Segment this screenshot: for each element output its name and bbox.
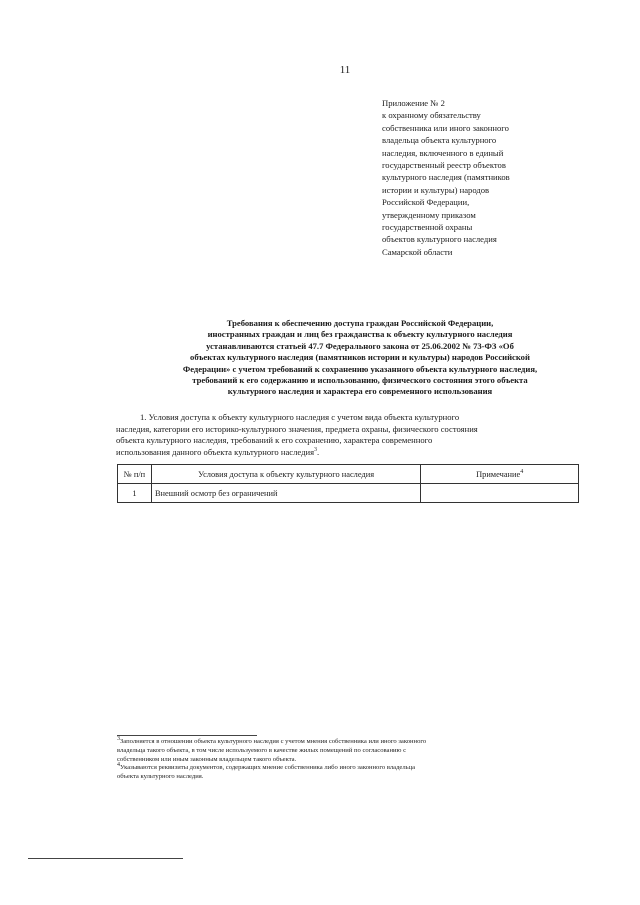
paragraph-line: наследия, категории его историко-культурного значения, предмета охраны, физического состояния bbox=[116, 423, 478, 434]
access-conditions-table bbox=[117, 464, 579, 503]
page-number: 11 bbox=[339, 64, 351, 76]
title-line: устанавливаются статьей 47.7 Федерального закона от 25.06.2002 № 73-ФЗ «Об bbox=[206, 340, 514, 351]
appendix-line: Самарской области bbox=[382, 246, 453, 257]
table-header-row bbox=[118, 465, 579, 484]
cell-conditions: Внешний осмотр без ограничений bbox=[151, 484, 420, 503]
title-line: требований к его содержанию и использованию, физического состояния этого объекта bbox=[192, 375, 528, 386]
paragraph-line: объекта культурного наследия, требований к его сохранению, характера современного bbox=[116, 435, 433, 446]
footnote-text: Указываются реквизиты документов, содержащих мнение собственника либо иного законного владельца bbox=[120, 764, 416, 772]
footnote-line bbox=[117, 735, 549, 747]
header-note-text: Примечание bbox=[476, 469, 521, 479]
appendix-line: собственника или иного законного bbox=[382, 122, 509, 133]
header-note bbox=[421, 465, 579, 484]
paragraph-line: использования данного объекта культурного наследия$^3$. bbox=[116, 446, 320, 457]
footnote-text: Заполняется в отношении объекта культурного наследия с учетом мнения собственника или иного законного bbox=[120, 738, 427, 745]
appendix-line: наследия, включенного в единый bbox=[382, 147, 504, 158]
appendix-line: к охранному обязательству bbox=[382, 110, 481, 121]
footnote-mark: 4 bbox=[117, 762, 120, 769]
access-conditions-paragraph bbox=[116, 412, 579, 458]
appendix-line: истории и культуры) народов bbox=[382, 184, 490, 195]
appendix-line: объектов культурного наследия bbox=[382, 234, 497, 245]
title-line: иностранных граждан и лиц без гражданства к объекту культурного наследия bbox=[207, 329, 513, 340]
footnote-separator bbox=[117, 735, 257, 736]
title-line: Федерации» с учетом требований к сохранению указанного объекта культурного наследия, bbox=[182, 363, 538, 374]
appendix-line: государственный реестр объектов bbox=[382, 160, 506, 171]
title-line: Требования к обеспечению доступа граждан Российской Федерации, bbox=[226, 318, 494, 328]
title-line: объектах культурного наследия (памятников истории и культуры) народов Российской bbox=[190, 352, 530, 363]
appendix-line: владельца объекта культурного bbox=[382, 135, 497, 146]
paragraph-line: 1. Условия доступа к объекту культурного наследия с учетом вида объекта культурного bbox=[140, 412, 460, 422]
footnote-ref-4: 4 bbox=[520, 468, 524, 475]
requirements-title bbox=[142, 318, 578, 398]
appendix-line: культурного наследия (памятников bbox=[382, 172, 510, 183]
footnote-line bbox=[117, 764, 549, 773]
header-num: № п/п bbox=[118, 465, 152, 484]
footnote-mark: 3 bbox=[117, 735, 120, 742]
header-conditions: Условия доступа к объекту культурного наследия bbox=[151, 465, 420, 484]
appendix-line: государственной охраны bbox=[382, 222, 473, 233]
footnote-line: собственником или иным законным владельцем такого объекта. bbox=[117, 755, 297, 763]
appendix-heading bbox=[382, 97, 582, 258]
footnote-line: владельца такого объекта, в том числе используемого в качестве жилых помещений по согласованию с bbox=[117, 746, 407, 754]
cell-num: 1 bbox=[118, 484, 152, 503]
appendix-line: Российской Федерации, bbox=[382, 197, 470, 208]
title-line: культурного наследия и характера его современного использования bbox=[227, 386, 493, 397]
footnotes bbox=[117, 735, 549, 782]
footnote-line: объекта культурного наследия. bbox=[117, 773, 204, 781]
paragraph-line-text: использования данного объекта культурного наследия bbox=[116, 446, 315, 457]
cell-note bbox=[421, 484, 579, 503]
bottom-rule bbox=[28, 858, 183, 859]
appendix-line: утвержденному приказом bbox=[382, 209, 476, 220]
footnote-ref-3: 3 bbox=[314, 446, 318, 453]
appendix-line: Приложение № 2 bbox=[382, 98, 445, 108]
table-row bbox=[118, 484, 579, 503]
